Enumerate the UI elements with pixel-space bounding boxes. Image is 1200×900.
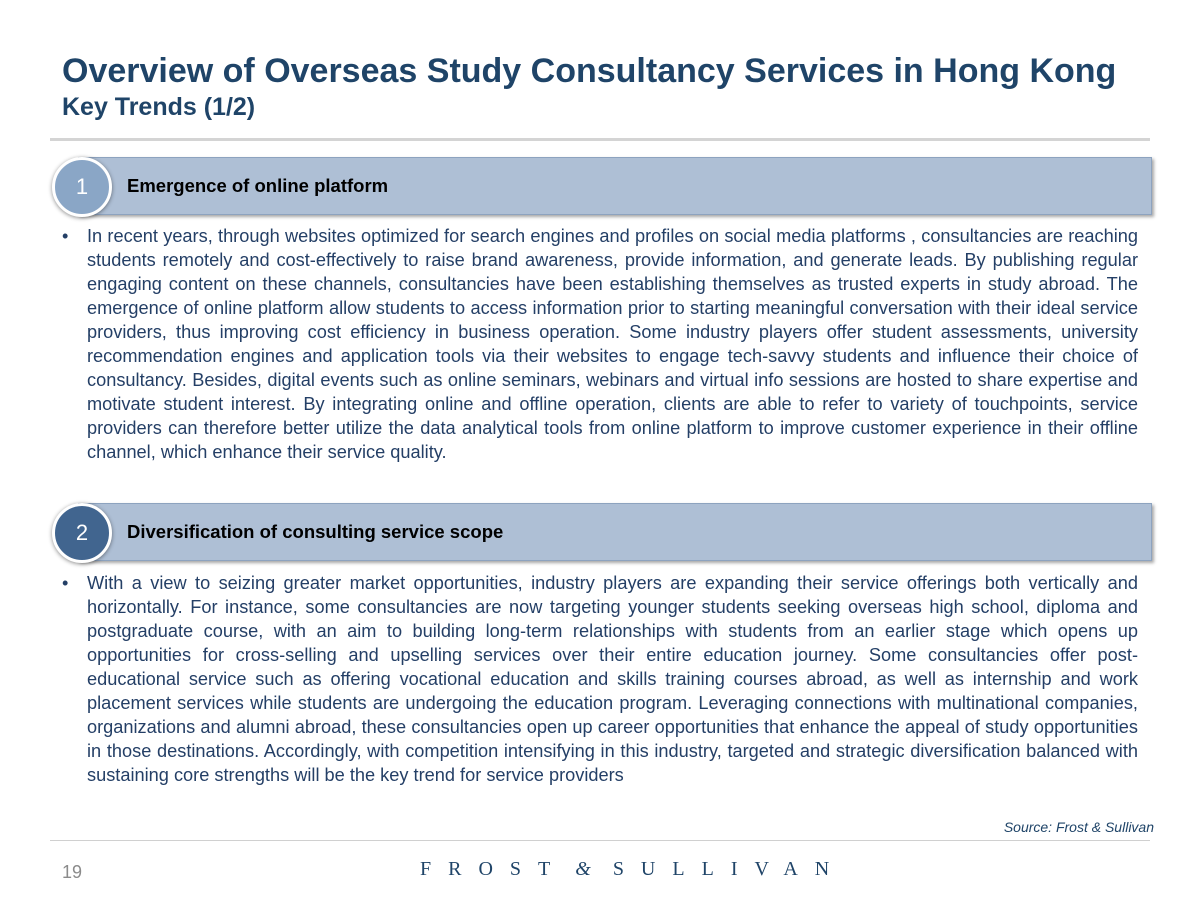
footer-divider [50,840,1150,841]
logo-word-sullivan: SULLIVAN [612,858,847,880]
section-2-paragraph: With a view to seizing greater market opportunities, industry players are expanding their service offerings both vertically and horizontally. For instance, some consultancies are now targeting younger students seeking overseas high school, diploma and postgraduate course, with an aim to building long-term relationships with students from an earlier stage which opens up opportunities for cross-selling and upselling services over their entire education journey. Some consultancies offer post-educational service such as offering vocational education and skills training courses abroad, as well as internship and work placement services while students are undergoing the education program. Leveraging connections with multinational companies, organizations and alumni abroad, these consultancies open up career opportunities that enhance the appeal of study opportunities in those destinations. Accordingly, with competition intensifying in this industry, targeted and strategic diversification balanced with sustaining core strengths will be the key trend for service providers [87,573,1138,785]
bullet-icon: • [62,226,69,246]
bullet-icon: • [62,573,69,593]
section-1-heading: Emergence of online platform [127,175,389,196]
section-1-banner [78,157,1152,215]
section-2-banner [78,503,1152,561]
title-divider [50,138,1150,141]
logo-ampersand: & [575,858,591,880]
section-2-number-badge: 2 [52,503,112,563]
logo-word-frost: FROST [420,858,568,880]
section-1-paragraph: In recent years, through websites optimized for search engines and profiles on social media platforms , consultancies are reaching students remotely and cost-effectively to raise brand awareness, provide information, and generate leads. By publishing regular engaging content on these channels, consultancies have been establishing themselves as trusted experts in study abroad. The emergence of online platform allow students to access information prior to starting meaningful conversation with their ideal service providers, thus improving cost efficiency in business operation. Some industry players offer student assessments, university recommendation engines and application tools via their websites to engage tech-savvy students and influence their choice of consultancy. Besides, digital events such as online seminars, webinars and virtual info sessions are hosted to share expertise and motivate student interest. By integrating online and offline operation, clients are able to refer to variety of touchpoints, service providers can therefore better utilize the data analytical tools from online platform to improve customer experience in their offline channel, which enhance their service quality. [87,226,1138,462]
section-1-body [62,224,1138,464]
section-2-heading: Diversification of consulting service scope [127,521,504,542]
page-number: 19 [62,862,83,882]
source-note: Source: Frost & Sullivan [1003,819,1154,835]
section-2-body [62,571,1138,787]
section-1-number-badge: 1 [52,157,112,217]
page-title: Overview of Overseas Study Consultancy Services in Hong Kong [62,52,1117,90]
page-subtitle: Key Trends (1/2) [62,93,256,121]
frost-sullivan-logo [420,858,846,881]
